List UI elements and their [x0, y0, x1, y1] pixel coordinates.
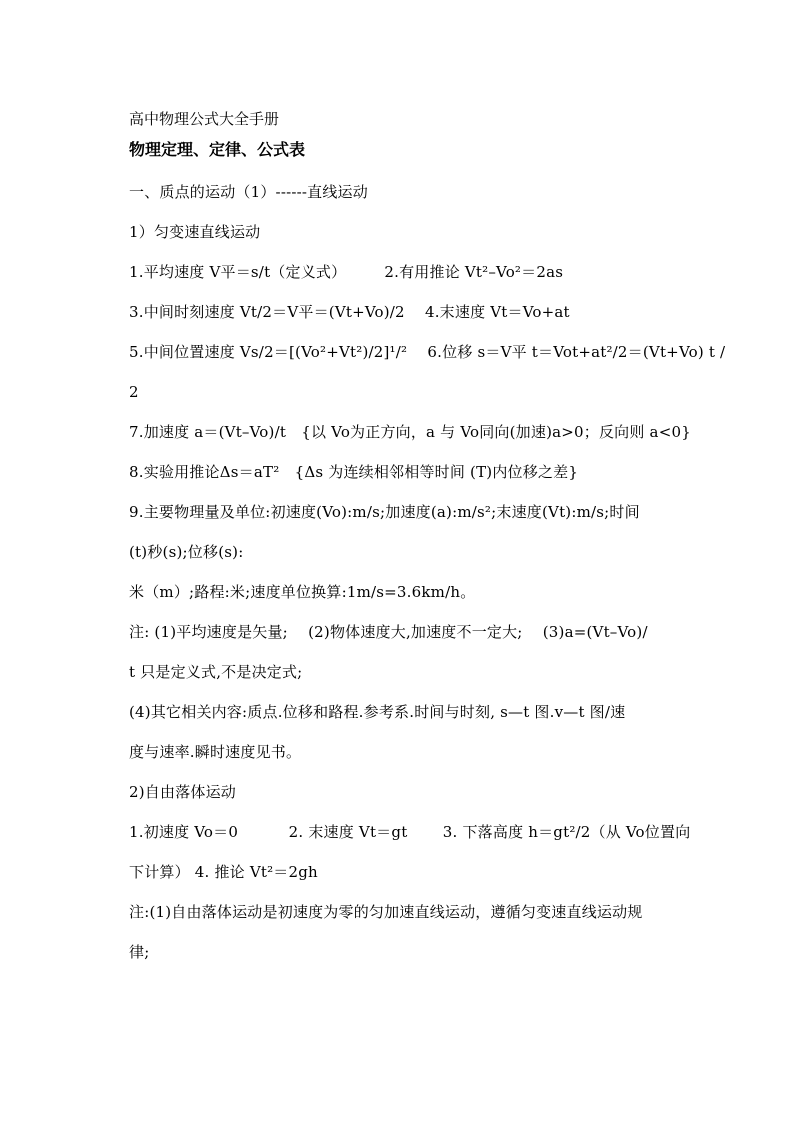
note-line: 律; — [129, 943, 150, 961]
note-line: 度与速率.瞬时速度见书。 — [129, 743, 302, 761]
formula-line: 3.中间时刻速度 Vt/2＝V平＝(Vt+Vo)/2 4.末速度 Vt＝Vo+at — [129, 303, 570, 321]
formula-line: 7.加速度 a＝(Vt–Vo)/t {以 Vo为正方向，a 与 Vo同向(加速)a>0；反向则 a<0} — [129, 423, 691, 441]
document-title: 高中物理公式大全手册 — [129, 110, 280, 128]
section-heading: 一、质点的运动（1）------直线运动 — [129, 183, 368, 201]
formula-line: 1.平均速度 V平＝s/t（定义式） 2.有用推论 Vt²–Vo²＝2as — [129, 263, 564, 281]
formula-line: 8.实验用推论Δs＝aT² {Δs 为连续相邻相等时间 (T)内位移之差} — [129, 463, 579, 481]
note-line: 注: (1)平均速度是矢量; (2)物体速度大,加速度不一定大; (3)a=(Vt–Vo)/ — [129, 623, 648, 641]
formula-line: 9.主要物理量及单位:初速度(Vo):m/s;加速度(a):m/s²;末速度(Vt):m/s;时间 — [129, 503, 640, 521]
document-subtitle: 物理定理、定律、公式表 — [129, 140, 306, 159]
note-line: 注:(1)自由落体运动是初速度为零的匀加速直线运动，遵循匀变速直线运动规 — [129, 903, 643, 921]
document-body — [129, 108, 754, 972]
note-line: t 只是定义式,不是决定式; — [129, 663, 303, 681]
formula-line: (t)秒(s);位移(s): — [129, 543, 244, 561]
formula-line: 下计算） 4. 推论 Vt²＝2gh — [129, 863, 318, 881]
formula-line: 米（m）;路程:米;速度单位换算:1m/s=3.6km/h。 — [129, 583, 476, 601]
subsection-heading: 2)自由落体运动 — [129, 783, 236, 801]
formula-line: 1.初速度 Vo＝0 2. 末速度 Vt＝gt 3. 下落高度 h＝gt²/2（从 Vo位置向 — [129, 823, 691, 841]
note-line: (4)其它相关内容:质点.位移和路程.参考系.时间与时刻, s—t 图.v—t 图/速 — [129, 703, 626, 721]
formula-line: 2 — [129, 383, 139, 401]
formula-line: 5.中间位置速度 Vs/2＝[(Vo²+Vt²)/2]¹/² 6.位移 s＝V平 t＝Vot+at²/2＝(Vt+Vo) t / — [129, 343, 726, 361]
subsection-heading: 1）匀变速直线运动 — [129, 223, 261, 241]
